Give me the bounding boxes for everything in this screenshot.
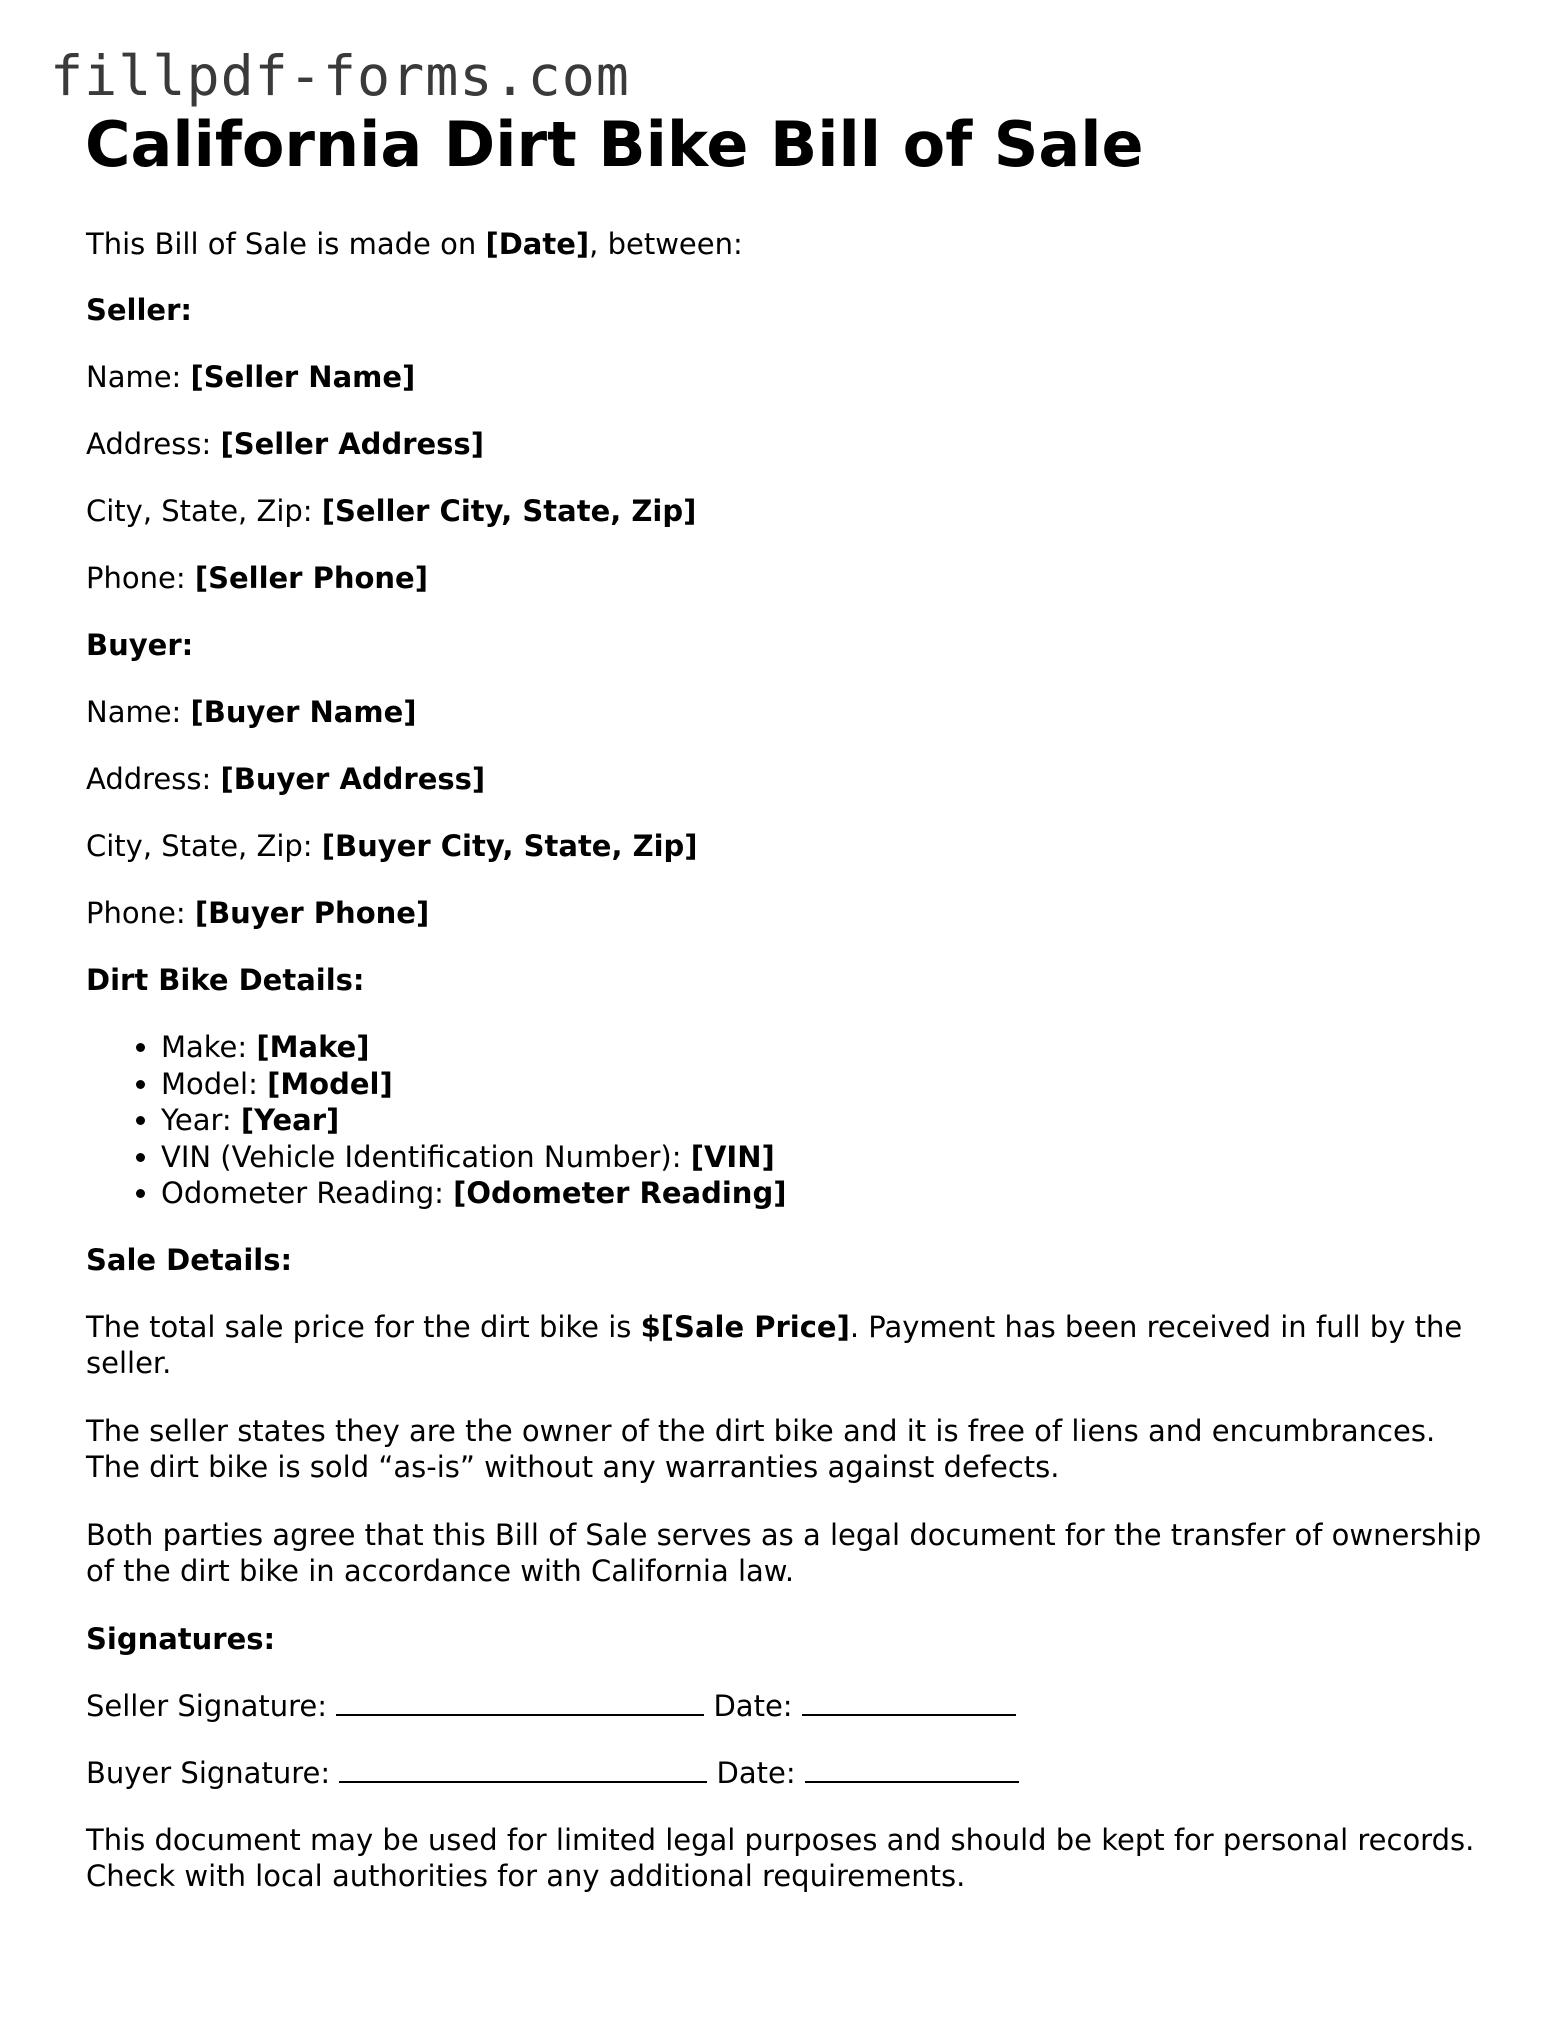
signatures-heading: Signatures: bbox=[86, 1622, 276, 1656]
intro-prefix: This Bill of Sale is made on bbox=[86, 227, 486, 261]
buyer-name-line bbox=[86, 694, 417, 730]
buyer-address-value: [Buyer Address] bbox=[220, 762, 486, 796]
seller-date-field[interactable] bbox=[802, 1688, 1016, 1716]
bike-odometer-label: Odometer Reading: bbox=[161, 1176, 454, 1210]
bike-details-list bbox=[86, 1029, 786, 1212]
buyer-phone-label: Phone: bbox=[86, 896, 195, 930]
list-item bbox=[161, 1102, 786, 1139]
buyer-name-value: [Buyer Name] bbox=[190, 695, 417, 729]
buyer-signature-line bbox=[86, 1755, 1019, 1791]
list-item bbox=[161, 1029, 786, 1066]
buyer-csz-value: [Buyer City, State, Zip] bbox=[321, 829, 698, 863]
bike-year-label: Year: bbox=[161, 1103, 241, 1137]
list-item bbox=[161, 1139, 786, 1176]
intro-date: [Date] bbox=[485, 227, 590, 261]
seller-name-label: Name: bbox=[86, 360, 191, 394]
seller-signature-label: Seller Signature: bbox=[86, 1689, 337, 1723]
buyer-address-label: Address: bbox=[86, 762, 221, 796]
intro-suffix: , between: bbox=[589, 227, 743, 261]
buyer-phone-line bbox=[86, 895, 429, 931]
buyer-address-line bbox=[86, 761, 485, 797]
seller-name-line bbox=[86, 359, 415, 395]
seller-address-label: Address: bbox=[86, 427, 221, 461]
seller-signature-field[interactable] bbox=[336, 1688, 704, 1716]
bike-vin-label: VIN (Vehicle Identification Number): bbox=[161, 1139, 691, 1174]
bike-heading: Dirt Bike Details: bbox=[86, 963, 365, 997]
seller-phone-label: Phone: bbox=[86, 561, 195, 595]
buyer-csz-line bbox=[86, 828, 698, 864]
intro-line bbox=[86, 226, 743, 262]
page-title: California Dirt Bike Bill of Sale bbox=[85, 108, 1144, 181]
seller-phone-line bbox=[86, 560, 428, 596]
seller-csz-line bbox=[86, 493, 696, 529]
sale-price-prefix: The total sale price for the dirt bike is bbox=[86, 1310, 641, 1344]
sale-price-paragraph bbox=[86, 1309, 1486, 1381]
bike-year-value: [Year] bbox=[240, 1103, 340, 1137]
buyer-phone-value: [Buyer Phone] bbox=[194, 896, 430, 930]
seller-name-value: [Seller Name] bbox=[190, 360, 416, 394]
bike-model-value: [Model] bbox=[267, 1066, 393, 1101]
seller-phone-value: [Seller Phone] bbox=[194, 561, 428, 595]
buyer-signature-field[interactable] bbox=[339, 1755, 707, 1783]
buyer-date-label: Date: bbox=[716, 1756, 805, 1790]
buyer-name-label: Name: bbox=[86, 695, 191, 729]
seller-csz-value: [Seller City, State, Zip] bbox=[321, 494, 697, 528]
buyer-date-field[interactable] bbox=[805, 1755, 1019, 1783]
bike-make-label: Make: bbox=[161, 1030, 257, 1064]
buyer-heading: Buyer: bbox=[86, 628, 194, 662]
sale-heading: Sale Details: bbox=[86, 1243, 293, 1277]
ownership-paragraph: The seller states they are the owner of the dirt bike and it is free of liens and encumbrances. The dirt bike is sold “as-is” without any warranties against defects. bbox=[86, 1414, 1436, 1484]
seller-address-value: [Seller Address] bbox=[220, 427, 484, 461]
buyer-signature-label: Buyer Signature: bbox=[86, 1756, 340, 1790]
seller-heading: Seller: bbox=[86, 293, 193, 327]
seller-csz-label: City, State, Zip: bbox=[86, 494, 322, 528]
footer-paragraph: This document may be used for limited legal purposes and should be kept for personal records. Check with local authorities for any additional requirements. bbox=[86, 1823, 1475, 1893]
bike-model-label: Model: bbox=[161, 1066, 268, 1101]
bike-vin-value: [VIN] bbox=[690, 1139, 775, 1174]
bike-odometer-value: [Odometer Reading] bbox=[453, 1176, 787, 1210]
seller-address-line bbox=[86, 426, 484, 462]
sale-price-suffix: . Payment has been received in full by the seller. bbox=[86, 1310, 1463, 1380]
watermark-text: fillpdf-forms.com bbox=[50, 44, 630, 108]
buyer-csz-label: City, State, Zip: bbox=[86, 829, 322, 863]
sale-price-value: $[Sale Price] bbox=[640, 1310, 850, 1344]
legal-paragraph: Both parties agree that this Bill of Sale serves as a legal document for the transfer of ownership of the dirt bike in accordance with California law. bbox=[86, 1518, 1482, 1588]
list-item bbox=[161, 1066, 786, 1103]
seller-signature-line bbox=[86, 1688, 1016, 1724]
seller-date-label: Date: bbox=[713, 1689, 802, 1723]
list-item bbox=[161, 1175, 786, 1212]
bike-make-value: [Make] bbox=[256, 1030, 370, 1064]
